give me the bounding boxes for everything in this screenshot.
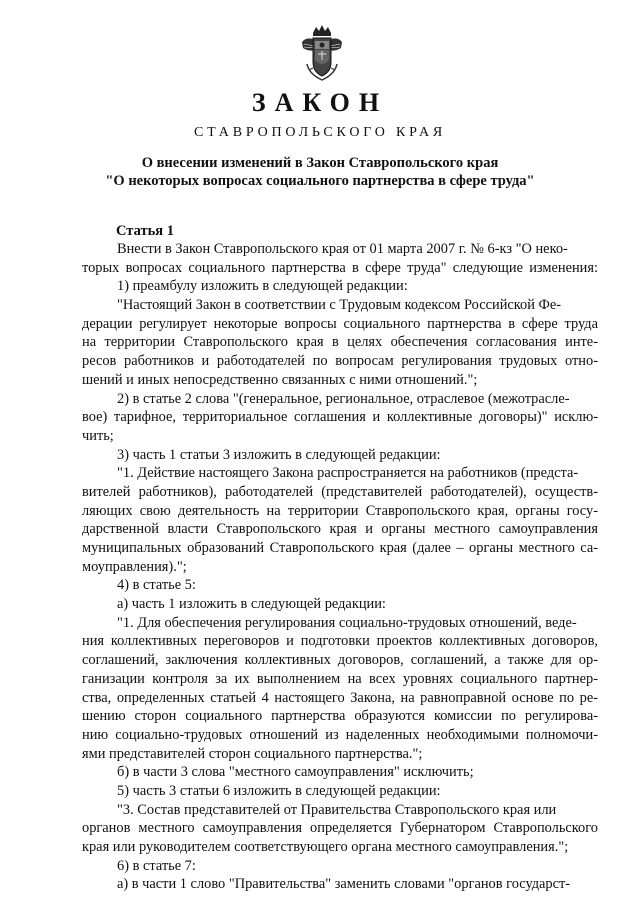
body-line: края или руководителем соответствующего органа местного самоуправления.";	[82, 839, 569, 855]
body-line: "Настоящий Закон в соответствии с Трудовым кодексом Российской Фе-	[117, 297, 562, 314]
body-line: ства, определенных статьей 4 настоящего Закона, на равноправной основе по ре-	[82, 689, 598, 706]
body-line: 4) в статье 5:	[117, 577, 196, 594]
region-title: СТАВРОПОЛЬСКОГО КРАЯ	[194, 125, 446, 140]
body-line: "1. Действие настоящего Закона распространяется на работников (предста-	[117, 465, 579, 482]
body-line: ляющих свою деятельность на территории Ставропольского края, органы госу-	[82, 502, 598, 519]
body-line: а) часть 1 изложить в следующей редакции:	[117, 596, 386, 613]
body-line: соглашений, заключения коллективных договоров, соглашений, а также для ор-	[82, 652, 598, 669]
body-line: нию социально-трудовых отношений из наделенных необходимыми полномочи-	[82, 726, 598, 743]
body-line: 5) часть 3 статьи 6 изложить в следующей редакции:	[117, 782, 441, 799]
body-line: дарственной власти Ставропольского края и органы местного самоуправления	[82, 521, 598, 538]
law-subject	[0, 154, 640, 190]
stavropol-coat-of-arms-icon	[299, 24, 345, 82]
subject-line: "О некоторых вопросах социального партнерства в сфере труда"	[105, 173, 535, 189]
body-line: органов местного самоуправления определяется Губернатором Ставропольского	[82, 820, 598, 837]
body-line: дерации регулирует некоторые вопросы социального партнерства в сфере труда	[82, 315, 598, 332]
body-line: шению сторон социального партнерства образуются комиссии по регулирова-	[82, 708, 598, 725]
body-line: муниципальных образований Ставропольского края (далее – органы местного са-	[82, 540, 598, 556]
subject-line: О внесении изменений в Закон Ставропольского края	[141, 155, 499, 171]
body-line: торых вопросах социального партнерства в сфере труда" следующие изменения:	[82, 259, 598, 276]
body-line: Внести в Закон Ставропольского края от 01 марта 2007 г. № 6-кз "О неко-	[117, 241, 568, 257]
body-line: шений и иных непосредственно связанных с ними отношений.";	[82, 371, 478, 388]
body-line: б) в части 3 слова "местного самоуправления" исключить;	[117, 764, 474, 781]
body-line: на территории Ставропольского края в целях обеспечения согласования инте-	[82, 334, 598, 351]
body-line: ния коллективных переговоров и подготовки проектов коллективных договоров,	[82, 633, 598, 650]
law-title: ЗАКОН	[251, 88, 389, 117]
body-line: 6) в статье 7:	[117, 857, 196, 874]
body-line: "3. Состав представителей от Правительства Ставропольского края или	[117, 801, 557, 818]
body-line: ями представителей сторон социального партнерства.";	[82, 745, 423, 762]
body-line: ресов работников и работодателей по вопросам регулирования трудовых отно-	[82, 353, 598, 370]
body-line: "1. Для обеспечения регулирования социально-трудовых отношений, веде-	[117, 614, 577, 631]
body-line: ганизации контроля за их выполнением на всех уровнях социального партнер-	[82, 670, 598, 687]
body-line: 2) в статье 2 слова "(генеральное, региональное, отраслевое (межотрасле-	[117, 390, 570, 407]
body-line: моуправления).";	[82, 558, 187, 575]
body-line: чить;	[82, 427, 114, 444]
body-line: а) в части 1 слово "Правительства" заменить словами "органов государст-	[117, 876, 571, 893]
article-heading: Статья 1	[116, 223, 174, 239]
body-line: вое) тарифное, территориальное соглашения и коллективные договоры)" исклю-	[82, 409, 598, 426]
body-line: 3) часть 1 статьи 3 изложить в следующей редакции:	[117, 446, 441, 463]
body-line: вителей работников), работодателей (представителей работодателей), осуществ-	[82, 483, 598, 500]
article-body	[82, 240, 598, 894]
body-line: 1) преамбулу изложить в следующей редакции:	[117, 278, 408, 295]
